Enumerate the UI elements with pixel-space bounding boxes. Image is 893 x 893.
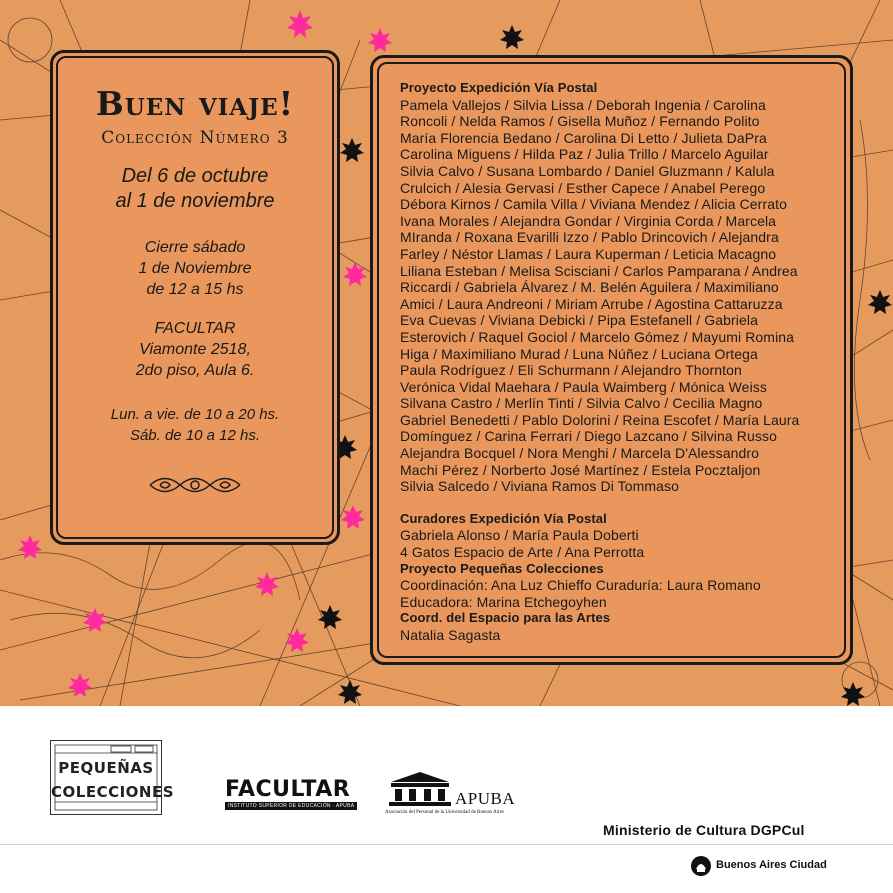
venue-line-1: Viamonte 2518, <box>139 341 251 358</box>
dates-line-2: al 1 de noviembre <box>115 190 275 212</box>
participants-line: Eva Cuevas / Viviana Debicki / Pipa Estefanell / Gabriela <box>400 312 758 329</box>
bac-text: Buenos Aires Ciudad <box>716 859 827 871</box>
participants-line: María Florencia Bedano / Carolina Di Letto / Julieta DaPra <box>400 129 767 146</box>
participants-line: Silvia Calvo / Susana Lombardo / Daniel Gluzmann / Kalula <box>400 162 775 179</box>
collection-subtitle: Colección Número 3 <box>101 128 289 148</box>
facultar-name: FACULTAR <box>225 777 351 802</box>
participants-line: MIranda / Roxana Evarilli Izzo / Pablo Drincovich / Alejandra <box>400 229 779 246</box>
participants-line: Ivana Morales / Alejandra Gondar / Virginia Corda / Marcela <box>400 212 777 229</box>
participants-line: Crulcich / Alesia Gervasi / Esther Capece / Anabel Perego <box>400 179 766 196</box>
closing-line-3: de 12 a 15 hs <box>146 281 244 298</box>
apuba-logo <box>385 770 545 820</box>
participants-line: Gabriel Benedetti / Pablo Dolorini / Reina Escofet / María Laura <box>400 411 800 428</box>
participants-line: Paula Rodríguez / Eli Schurmann / Alejandro Thornton <box>400 362 742 379</box>
curators-heading: Curadores Expedición Vía Postal <box>400 510 607 526</box>
facultar-logo <box>225 778 357 810</box>
participants-line: Domínguez / Carina Ferrari / Diego Lazcano / Silvina Russo <box>400 428 777 445</box>
apuba-name: APUBA <box>455 789 516 808</box>
participants-line: Liliana Esteban / Melisa Scisciani / Carlos Pamparana / Andrea <box>400 262 798 279</box>
venue-line-2: 2do piso, Aula 6. <box>135 362 255 379</box>
flourish-ornament-icon <box>145 470 245 500</box>
curators-line-1: Gabriela Alonso / María Paula Doberti <box>400 527 639 544</box>
coord-heading: Coord. del Espacio para las Artes <box>400 610 611 626</box>
credits-list <box>400 80 840 644</box>
section-spacer <box>400 495 840 511</box>
venue-name: FACULTAR <box>154 320 236 337</box>
dates-line-1: Del 6 de octubre <box>121 165 269 187</box>
hours-line-1: Lun. a vie. de 10 a 20 hs. <box>110 406 280 423</box>
footer-divider <box>0 844 893 845</box>
building-icon <box>387 770 453 808</box>
participants-line: Roncoli / Nelda Ramos / Gisella Muñoz / Fernando Polito <box>400 113 760 130</box>
pc-logo-line-1: PEQUEÑAS <box>58 759 154 777</box>
pequenas-colecciones-logo <box>50 740 175 815</box>
coord-line: Natalia Sagasta <box>400 627 501 643</box>
participants-line: Silvia Salcedo / Viviana Ramos Di Tommaso <box>400 478 680 495</box>
participants-line: Amici / Laura Andreoni / Miriam Arrube / Agostina Cattaruzza <box>400 295 783 312</box>
participants-line: Verónica Vidal Maehara / Paula Waimberg / Mónica Weiss <box>400 378 767 395</box>
closing-line-2: 1 de Noviembre <box>138 260 252 277</box>
participants-line: Débora Kirnos / Camila Villa / Viviana Mendez / Alicia Cerrato <box>400 196 787 213</box>
closing-line-1: Cierre sábado <box>144 239 246 256</box>
opening-hours <box>56 404 334 446</box>
closing-info <box>56 237 334 300</box>
participants-line: Farley / Néstor Llamas / Laura Kuperman / Leticia Macagno <box>400 245 777 262</box>
pc-line-1: Coordinación: Ana Luz Chieffo Curaduría: Laura Romano <box>400 577 761 594</box>
exhibition-dates <box>56 164 334 214</box>
pc-heading: Proyecto Pequeñas Colecciones <box>400 560 604 576</box>
venue-info <box>56 318 334 381</box>
participants-line: Alejandra Bocquel / Nora Menghi / Marcela D'Alessandro <box>400 445 760 462</box>
participants-line: Esterovich / Raquel Gociol / Marcelo Gómez / Mayumi Romina <box>400 328 795 345</box>
project-heading: Proyecto Expedición Vía Postal <box>400 80 598 95</box>
apuba-subtitle: Asociación del Personal de la Universidad de Buenos Aires <box>385 810 504 815</box>
participants-line: Carolina Miguens / Hilda Paz / Julia Trillo / Marcelo Aguilar <box>400 146 769 163</box>
participants-line: Higa / Maximiliano Murad / Luna Núñez / Luciana Ortega <box>400 345 758 362</box>
participants-line: Silvana Castro / Merlín Tinti / Silvia Calvo / Cecilia Magno <box>400 395 763 412</box>
hours-line-2: Sáb. de 10 a 12 hs. <box>129 427 261 444</box>
participants-line: Machi Pérez / Norberto José Martínez / Estela Pocztaljon <box>400 461 761 478</box>
bac-emblem-icon <box>690 855 712 877</box>
pc-line-2: Educadora: Marina Etchegoyhen <box>400 593 607 610</box>
poster-title: Buen viaje! <box>95 84 295 123</box>
pc-logo-line-2: COLECCIONES <box>51 783 175 801</box>
participants-line: Riccardi / Gabriela Álvarez / M. Belén Aguilera / Maximiliano <box>400 279 779 296</box>
participants-line: Pamela Vallejos / Silvia Lissa / Deborah Ingenia / Carolina <box>400 96 766 113</box>
curators-line-2: 4 Gatos Espacio de Arte / Ana Perrotta <box>400 544 645 561</box>
facultar-subtitle: INSTITUTO SUPERIOR DE EDUCACIÓN · APUBA <box>225 802 357 810</box>
ministerio-credit: Ministerio de Cultura DGPCul <box>603 822 805 838</box>
pc-logo-frame-icon <box>51 741 175 814</box>
participants-list <box>400 97 840 495</box>
